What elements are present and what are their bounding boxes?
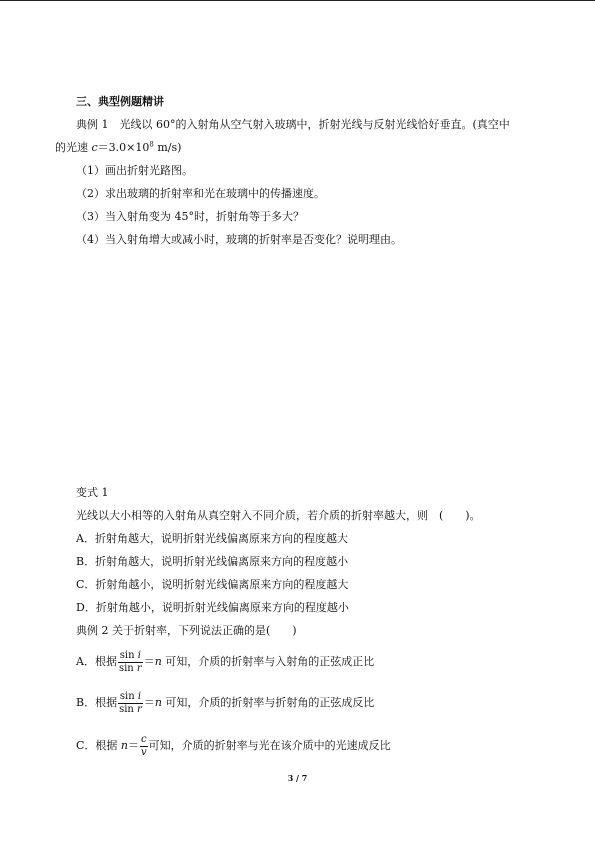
example1-line2	[55, 141, 181, 155]
example2-option-b	[76, 690, 374, 716]
example1-question-3: （3）当入射角变为 45°时，折射角等于多大？	[76, 210, 304, 223]
variant1-heading: 变式 1	[76, 486, 109, 499]
fraction-num: c	[141, 733, 147, 745]
option-a-prefix: A．根据	[76, 655, 117, 668]
refractive-index-symbol: n	[154, 655, 162, 668]
refractive-index-symbol: n	[120, 739, 129, 752]
variant1-option-b: B．折射角越大，说明折射光线偏离原来方向的程度越小	[76, 555, 349, 568]
option-c-prefix: C．根据	[76, 739, 121, 752]
option-b-prefix: B．根据	[76, 696, 118, 709]
equals-sign: ＝	[143, 696, 155, 709]
refractive-index-symbol: n	[154, 696, 162, 709]
example2-option-a	[76, 649, 374, 675]
section-title: 三、典型例题精讲	[76, 95, 164, 108]
variant1-stem: 光线以大小相等的入射角从真空射入不同介质，若介质的折射率越大，则 ( )。	[76, 509, 481, 522]
speed-value: ＝3.0×10	[97, 141, 150, 154]
fraction-num-fn: sin	[119, 649, 138, 661]
example1-text-part2: 的光速	[55, 141, 92, 154]
speed-exponent: 8	[149, 140, 154, 149]
fraction-num-var: i	[137, 649, 141, 661]
fraction-num-fn: sin	[119, 690, 138, 702]
fraction-den-var: r	[136, 662, 142, 674]
option-b-fraction	[118, 691, 143, 716]
example1-question-1: （1）画出折射光路图。	[76, 164, 193, 177]
example1-text-part1: 光线以 60°的入射角从空气射入玻璃中，折射光线与反射光线恰好垂直。(真空中	[119, 118, 510, 131]
fraction-den-fn: sin	[119, 703, 138, 715]
fraction-num-var: i	[137, 690, 142, 702]
example2-stem: 典例 2 关于折射率，下列说法正确的是( )	[76, 624, 297, 637]
example1-line1	[76, 118, 510, 132]
option-a-suffix: 可知，介质的折射率与入射角的正弦成正比	[161, 655, 375, 668]
option-c-fraction	[140, 734, 148, 759]
variant1-option-d: D．折射角越小，说明折射光线偏离原来方向的程度越小	[76, 601, 349, 614]
example1-question-4: （4）当入射角增大或减小时，玻璃的折射率是否变化？说明理由。	[76, 233, 402, 246]
equals-sign: ＝	[128, 739, 140, 752]
example1-heading: 典例 1	[76, 118, 109, 131]
fraction-den-var: r	[137, 703, 142, 715]
variant1-option-a: A．折射角越大，说明折射光线偏离原来方向的程度越大	[76, 532, 348, 545]
option-c-suffix: 可知，介质的折射率与光在该介质中的光速成反比	[148, 739, 391, 752]
fraction-den-fn: sin	[118, 662, 137, 674]
variant1-option-c: C．折射角越小，说明折射光线偏离原来方向的程度越大	[76, 578, 349, 591]
speed-symbol: c	[91, 141, 98, 154]
option-b-suffix: 可知，介质的折射率与折射角的正弦成反比	[161, 696, 375, 709]
header-rule	[0, 0, 595, 1]
speed-unit: m/s)	[153, 141, 182, 154]
equals-sign: ＝	[143, 655, 155, 668]
fraction-den: v	[141, 746, 147, 758]
option-a-fraction	[118, 650, 143, 675]
example1-question-2: （2）求出玻璃的折射率和光在玻璃中的传播速度。	[76, 187, 325, 200]
example2-option-c	[76, 733, 391, 759]
page-number: 3 / 7	[287, 773, 308, 783]
